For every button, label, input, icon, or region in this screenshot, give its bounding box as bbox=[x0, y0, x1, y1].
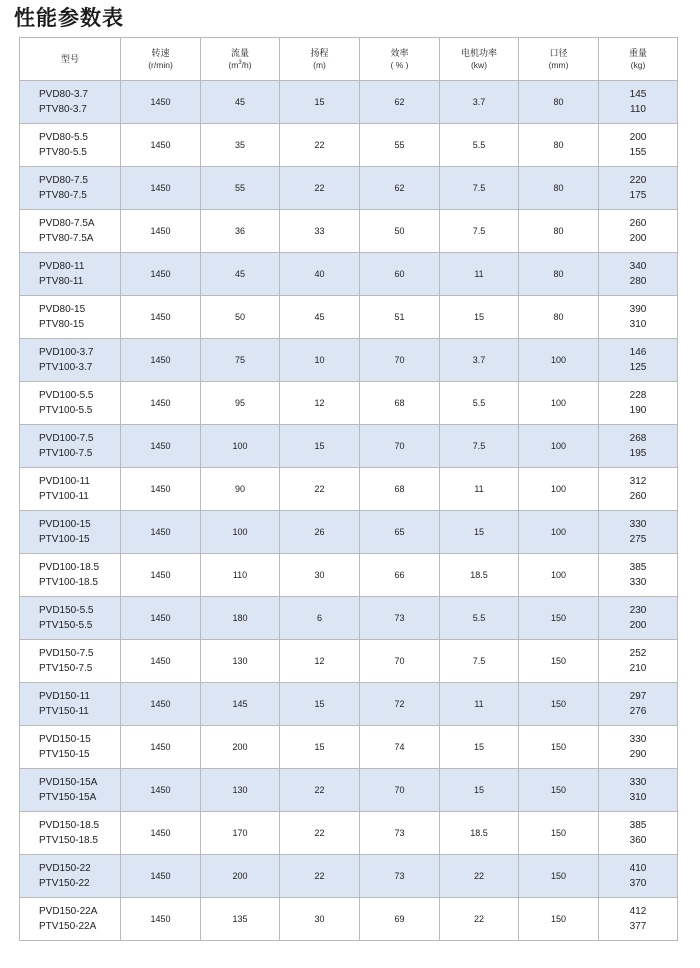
model-pvd: PVD100-18.5 bbox=[39, 562, 100, 573]
model-cell bbox=[20, 253, 121, 296]
flow-cell: 95 bbox=[201, 382, 280, 425]
head-cell: 45 bbox=[280, 296, 360, 339]
speed-cell: 1450 bbox=[121, 425, 201, 468]
weight-pvd: 330 bbox=[629, 734, 647, 745]
weight-pvd: 330 bbox=[629, 777, 647, 788]
efficiency-cell: 68 bbox=[360, 382, 440, 425]
table-header-row bbox=[20, 38, 678, 81]
model-pvd: PVD100-15 bbox=[39, 519, 91, 530]
weight-cell bbox=[599, 124, 678, 167]
table-row bbox=[20, 640, 678, 683]
efficiency-cell: 73 bbox=[360, 855, 440, 898]
head-cell: 22 bbox=[280, 167, 360, 210]
efficiency-cell: 66 bbox=[360, 554, 440, 597]
weight-pvd: 146 bbox=[629, 347, 647, 358]
speed-cell: 1450 bbox=[121, 382, 201, 425]
efficiency-cell: 73 bbox=[360, 812, 440, 855]
model-pvd: PVD150-5.5 bbox=[39, 605, 94, 616]
bore-cell: 100 bbox=[519, 511, 599, 554]
power-cell: 11 bbox=[440, 683, 519, 726]
bore-cell: 150 bbox=[519, 640, 599, 683]
efficiency-cell: 72 bbox=[360, 683, 440, 726]
weight-ptv: 330 bbox=[629, 577, 647, 588]
model-cell bbox=[20, 468, 121, 511]
model-pvd: PVD150-18.5 bbox=[39, 820, 100, 831]
head-cell: 22 bbox=[280, 769, 360, 812]
flow-cell: 75 bbox=[201, 339, 280, 382]
weight-ptv: 290 bbox=[629, 749, 647, 760]
bore-cell: 150 bbox=[519, 769, 599, 812]
efficiency-cell: 65 bbox=[360, 511, 440, 554]
table-row bbox=[20, 726, 678, 769]
model-ptv: PTV150-5.5 bbox=[39, 620, 93, 631]
flow-cell: 50 bbox=[201, 296, 280, 339]
model-ptv: PTV150-18.5 bbox=[39, 835, 98, 846]
model-cell bbox=[20, 511, 121, 554]
bore-cell: 100 bbox=[519, 382, 599, 425]
weight-pvd: 330 bbox=[629, 519, 647, 530]
table-row bbox=[20, 855, 678, 898]
model-pvd: PVD80-15 bbox=[39, 304, 86, 315]
speed-cell: 1450 bbox=[121, 554, 201, 597]
weight-cell bbox=[599, 296, 678, 339]
weight-cell bbox=[599, 511, 678, 554]
model-pvd: PVD100-3.7 bbox=[39, 347, 94, 358]
table-row bbox=[20, 511, 678, 554]
model-pvd: PVD80-11 bbox=[39, 261, 85, 272]
weight-cell bbox=[599, 683, 678, 726]
efficiency-cell: 55 bbox=[360, 124, 440, 167]
power-cell: 22 bbox=[440, 855, 519, 898]
head-cell: 6 bbox=[280, 597, 360, 640]
model-pvd: PVD150-15 bbox=[39, 734, 91, 745]
performance-table bbox=[19, 37, 678, 941]
head-cell: 33 bbox=[280, 210, 360, 253]
model-ptv: PTV80-7.5 bbox=[39, 190, 87, 201]
weight-pvd: 228 bbox=[629, 390, 647, 401]
flow-cell: 135 bbox=[201, 898, 280, 941]
weight-ptv: 310 bbox=[629, 319, 647, 330]
speed-cell: 1450 bbox=[121, 640, 201, 683]
model-cell bbox=[20, 640, 121, 683]
weight-ptv: 280 bbox=[629, 276, 647, 287]
head-cell: 15 bbox=[280, 81, 360, 124]
speed-cell: 1450 bbox=[121, 81, 201, 124]
bore-cell: 100 bbox=[519, 339, 599, 382]
efficiency-cell: 70 bbox=[360, 640, 440, 683]
weight-ptv: 125 bbox=[629, 362, 647, 373]
efficiency-cell: 70 bbox=[360, 769, 440, 812]
model-ptv: PTV150-7.5 bbox=[39, 663, 93, 674]
flow-cell: 45 bbox=[201, 253, 280, 296]
weight-ptv: 260 bbox=[629, 491, 647, 502]
power-cell: 22 bbox=[440, 898, 519, 941]
model-pvd: PVD150-11 bbox=[39, 691, 90, 702]
flow-cell: 130 bbox=[201, 640, 280, 683]
weight-pvd: 260 bbox=[629, 218, 647, 229]
flow-cell: 110 bbox=[201, 554, 280, 597]
model-ptv: PTV100-7.5 bbox=[39, 448, 93, 459]
weight-cell bbox=[599, 898, 678, 941]
table-row bbox=[20, 124, 678, 167]
power-cell: 18.5 bbox=[440, 812, 519, 855]
header-flow: 流量 $(m^3/h)$ bbox=[201, 38, 280, 81]
bore-cell: 100 bbox=[519, 554, 599, 597]
weight-ptv: 175 bbox=[629, 190, 647, 201]
model-ptv: PTV100-3.7 bbox=[39, 362, 93, 373]
flow-cell: 200 bbox=[201, 855, 280, 898]
weight-pvd: 385 bbox=[629, 562, 647, 573]
bore-cell: 150 bbox=[519, 597, 599, 640]
head-cell: 40 bbox=[280, 253, 360, 296]
power-cell: 5.5 bbox=[440, 382, 519, 425]
model-cell bbox=[20, 296, 121, 339]
weight-ptv: 155 bbox=[629, 147, 647, 158]
model-pvd: PVD100-5.5 bbox=[39, 390, 94, 401]
head-cell: 30 bbox=[280, 554, 360, 597]
weight-pvd: 297 bbox=[629, 691, 647, 702]
model-cell bbox=[20, 425, 121, 468]
efficiency-cell: 62 bbox=[360, 81, 440, 124]
model-ptv: PTV80-15 bbox=[39, 319, 85, 330]
weight-ptv: 275 bbox=[629, 534, 647, 545]
efficiency-cell: 70 bbox=[360, 339, 440, 382]
weight-pvd: 252 bbox=[629, 648, 647, 659]
weight-cell bbox=[599, 382, 678, 425]
head-cell: 15 bbox=[280, 425, 360, 468]
table-row bbox=[20, 597, 678, 640]
weight-cell bbox=[599, 339, 678, 382]
weight-ptv: 360 bbox=[629, 835, 647, 846]
table-row bbox=[20, 425, 678, 468]
bore-cell: 80 bbox=[519, 296, 599, 339]
header-head: 扬程 (m) bbox=[280, 38, 360, 81]
speed-cell: 1450 bbox=[121, 296, 201, 339]
head-cell: 10 bbox=[280, 339, 360, 382]
flow-cell: 45 bbox=[201, 81, 280, 124]
head-cell: 15 bbox=[280, 683, 360, 726]
weight-cell bbox=[599, 855, 678, 898]
head-cell: 30 bbox=[280, 898, 360, 941]
speed-cell: 1450 bbox=[121, 339, 201, 382]
weight-cell bbox=[599, 468, 678, 511]
weight-cell bbox=[599, 81, 678, 124]
flow-cell: 35 bbox=[201, 124, 280, 167]
model-pvd: PVD100-7.5 bbox=[39, 433, 94, 444]
weight-cell bbox=[599, 640, 678, 683]
weight-cell bbox=[599, 597, 678, 640]
weight-pvd: 410 bbox=[629, 863, 647, 874]
weight-pvd: 230 bbox=[629, 605, 647, 616]
power-cell: 3.7 bbox=[440, 81, 519, 124]
model-cell bbox=[20, 597, 121, 640]
flow-cell: 170 bbox=[201, 812, 280, 855]
weight-pvd: 312 bbox=[629, 476, 647, 487]
weight-ptv: 310 bbox=[629, 792, 647, 803]
model-ptv: PTV100-11 bbox=[39, 491, 89, 502]
model-cell bbox=[20, 339, 121, 382]
speed-cell: 1450 bbox=[121, 124, 201, 167]
power-cell: 15 bbox=[440, 769, 519, 812]
table-row bbox=[20, 683, 678, 726]
weight-cell bbox=[599, 425, 678, 468]
head-cell: 12 bbox=[280, 382, 360, 425]
bore-cell: 150 bbox=[519, 812, 599, 855]
flow-cell: 180 bbox=[201, 597, 280, 640]
power-cell: 7.5 bbox=[440, 425, 519, 468]
header-model: 型号 bbox=[20, 38, 121, 81]
model-cell bbox=[20, 812, 121, 855]
bore-cell: 150 bbox=[519, 855, 599, 898]
model-cell bbox=[20, 898, 121, 941]
model-cell bbox=[20, 769, 121, 812]
efficiency-cell: 60 bbox=[360, 253, 440, 296]
model-cell bbox=[20, 855, 121, 898]
power-cell: 7.5 bbox=[440, 210, 519, 253]
model-cell bbox=[20, 382, 121, 425]
power-cell: 5.5 bbox=[440, 597, 519, 640]
efficiency-cell: 50 bbox=[360, 210, 440, 253]
weight-cell bbox=[599, 253, 678, 296]
weight-pvd: 268 bbox=[629, 433, 647, 444]
speed-cell: 1450 bbox=[121, 769, 201, 812]
weight-ptv: 377 bbox=[629, 921, 647, 932]
bore-cell: 80 bbox=[519, 253, 599, 296]
speed-cell: 1450 bbox=[121, 167, 201, 210]
power-cell: 7.5 bbox=[440, 167, 519, 210]
weight-pvd: 220 bbox=[629, 175, 647, 186]
flow-cell: 55 bbox=[201, 167, 280, 210]
table-row bbox=[20, 382, 678, 425]
weight-ptv: 110 bbox=[630, 104, 646, 115]
flow-cell: 100 bbox=[201, 511, 280, 554]
model-pvd: PVD150-22 bbox=[39, 863, 91, 874]
weight-cell bbox=[599, 210, 678, 253]
model-ptv: PTV150-11 bbox=[39, 706, 89, 717]
header-motor-power: 电机功率 (kw) bbox=[440, 38, 519, 81]
weight-cell bbox=[599, 554, 678, 597]
model-ptv: PTV150-15A bbox=[39, 792, 97, 803]
weight-pvd: 390 bbox=[629, 304, 647, 315]
flow-cell: 145 bbox=[201, 683, 280, 726]
model-pvd: PVD100-11 bbox=[39, 476, 90, 487]
model-cell bbox=[20, 167, 121, 210]
flow-cell: 130 bbox=[201, 769, 280, 812]
model-ptv: PTV100-5.5 bbox=[39, 405, 93, 416]
model-ptv: PTV80-11 bbox=[39, 276, 84, 287]
weight-cell bbox=[599, 812, 678, 855]
model-ptv: PTV80-5.5 bbox=[39, 147, 87, 158]
bore-cell: 150 bbox=[519, 683, 599, 726]
table-row bbox=[20, 554, 678, 597]
weight-cell bbox=[599, 726, 678, 769]
weight-pvd: 145 bbox=[629, 89, 647, 100]
head-cell: 22 bbox=[280, 468, 360, 511]
flow-cell: 90 bbox=[201, 468, 280, 511]
speed-cell: 1450 bbox=[121, 812, 201, 855]
weight-ptv: 190 bbox=[629, 405, 647, 416]
model-ptv: PTV100-18.5 bbox=[39, 577, 98, 588]
efficiency-cell: 62 bbox=[360, 167, 440, 210]
bore-cell: 80 bbox=[519, 167, 599, 210]
weight-ptv: 200 bbox=[629, 620, 647, 631]
header-efficiency: 效率 ( % ) bbox=[360, 38, 440, 81]
head-cell: 12 bbox=[280, 640, 360, 683]
power-cell: 3.7 bbox=[440, 339, 519, 382]
speed-cell: 1450 bbox=[121, 210, 201, 253]
header-speed: 转速 (r/min) bbox=[121, 38, 201, 81]
weight-pvd: 412 bbox=[629, 906, 647, 917]
bore-cell: 150 bbox=[519, 726, 599, 769]
bore-cell: 80 bbox=[519, 124, 599, 167]
table-row bbox=[20, 769, 678, 812]
table-row bbox=[20, 296, 678, 339]
power-cell: 11 bbox=[440, 468, 519, 511]
power-cell: 15 bbox=[440, 296, 519, 339]
model-pvd: PVD80-7.5A bbox=[39, 218, 95, 229]
table-row bbox=[20, 210, 678, 253]
weight-ptv: 210 bbox=[629, 663, 647, 674]
weight-pvd: 385 bbox=[629, 820, 647, 831]
model-ptv: PTV150-15 bbox=[39, 749, 90, 760]
bore-cell: 100 bbox=[519, 425, 599, 468]
table-row bbox=[20, 339, 678, 382]
bore-cell: 80 bbox=[519, 81, 599, 124]
weight-ptv: 276 bbox=[629, 706, 647, 717]
model-cell bbox=[20, 726, 121, 769]
model-cell bbox=[20, 124, 121, 167]
power-cell: 7.5 bbox=[440, 640, 519, 683]
flow-cell: 200 bbox=[201, 726, 280, 769]
table-row bbox=[20, 468, 678, 511]
efficiency-cell: 73 bbox=[360, 597, 440, 640]
model-ptv: PTV100-15 bbox=[39, 534, 90, 545]
table-body bbox=[20, 81, 678, 941]
head-cell: 15 bbox=[280, 726, 360, 769]
table-row bbox=[20, 812, 678, 855]
model-pvd: PVD150-15A bbox=[39, 777, 98, 788]
model-cell bbox=[20, 81, 121, 124]
model-pvd: PVD80-3.7 bbox=[39, 89, 88, 100]
power-cell: 5.5 bbox=[440, 124, 519, 167]
speed-cell: 1450 bbox=[121, 683, 201, 726]
weight-cell bbox=[599, 769, 678, 812]
weight-ptv: 195 bbox=[629, 448, 647, 459]
page-title: 性能参数表 bbox=[14, 6, 124, 30]
efficiency-cell: 70 bbox=[360, 425, 440, 468]
power-cell: 15 bbox=[440, 511, 519, 554]
header-weight: 重量 (kg) bbox=[599, 38, 678, 81]
model-cell bbox=[20, 683, 121, 726]
speed-cell: 1450 bbox=[121, 898, 201, 941]
model-pvd: PVD80-7.5 bbox=[39, 175, 88, 186]
speed-cell: 1450 bbox=[121, 855, 201, 898]
weight-pvd: 340 bbox=[629, 261, 647, 272]
power-cell: 15 bbox=[440, 726, 519, 769]
model-ptv: PTV80-7.5A bbox=[39, 233, 94, 244]
bore-cell: 150 bbox=[519, 898, 599, 941]
efficiency-cell: 69 bbox=[360, 898, 440, 941]
efficiency-cell: 74 bbox=[360, 726, 440, 769]
head-cell: 22 bbox=[280, 812, 360, 855]
model-pvd: PVD150-22A bbox=[39, 906, 98, 917]
model-pvd: PVD80-5.5 bbox=[39, 132, 88, 143]
weight-ptv: 370 bbox=[629, 878, 647, 889]
head-cell: 22 bbox=[280, 124, 360, 167]
speed-cell: 1450 bbox=[121, 253, 201, 296]
model-ptv: PTV150-22A bbox=[39, 921, 97, 932]
table-row bbox=[20, 898, 678, 941]
speed-cell: 1450 bbox=[121, 597, 201, 640]
power-cell: 11 bbox=[440, 253, 519, 296]
speed-cell: 1450 bbox=[121, 511, 201, 554]
head-cell: 26 bbox=[280, 511, 360, 554]
efficiency-cell: 51 bbox=[360, 296, 440, 339]
head-cell: 22 bbox=[280, 855, 360, 898]
table-row bbox=[20, 253, 678, 296]
table-row bbox=[20, 81, 678, 124]
model-cell bbox=[20, 210, 121, 253]
bore-cell: 100 bbox=[519, 468, 599, 511]
header-bore: 口径 (mm) bbox=[519, 38, 599, 81]
efficiency-cell: 68 bbox=[360, 468, 440, 511]
speed-cell: 1450 bbox=[121, 726, 201, 769]
model-ptv: PTV80-3.7 bbox=[39, 104, 87, 115]
model-pvd: PVD150-7.5 bbox=[39, 648, 94, 659]
weight-ptv: 200 bbox=[629, 233, 647, 244]
table-row bbox=[20, 167, 678, 210]
power-cell: 18.5 bbox=[440, 554, 519, 597]
flow-cell: 36 bbox=[201, 210, 280, 253]
model-ptv: PTV150-22 bbox=[39, 878, 90, 889]
model-cell bbox=[20, 554, 121, 597]
weight-cell bbox=[599, 167, 678, 210]
weight-pvd: 200 bbox=[629, 132, 647, 143]
bore-cell: 80 bbox=[519, 210, 599, 253]
flow-cell: 100 bbox=[201, 425, 280, 468]
speed-cell: 1450 bbox=[121, 468, 201, 511]
